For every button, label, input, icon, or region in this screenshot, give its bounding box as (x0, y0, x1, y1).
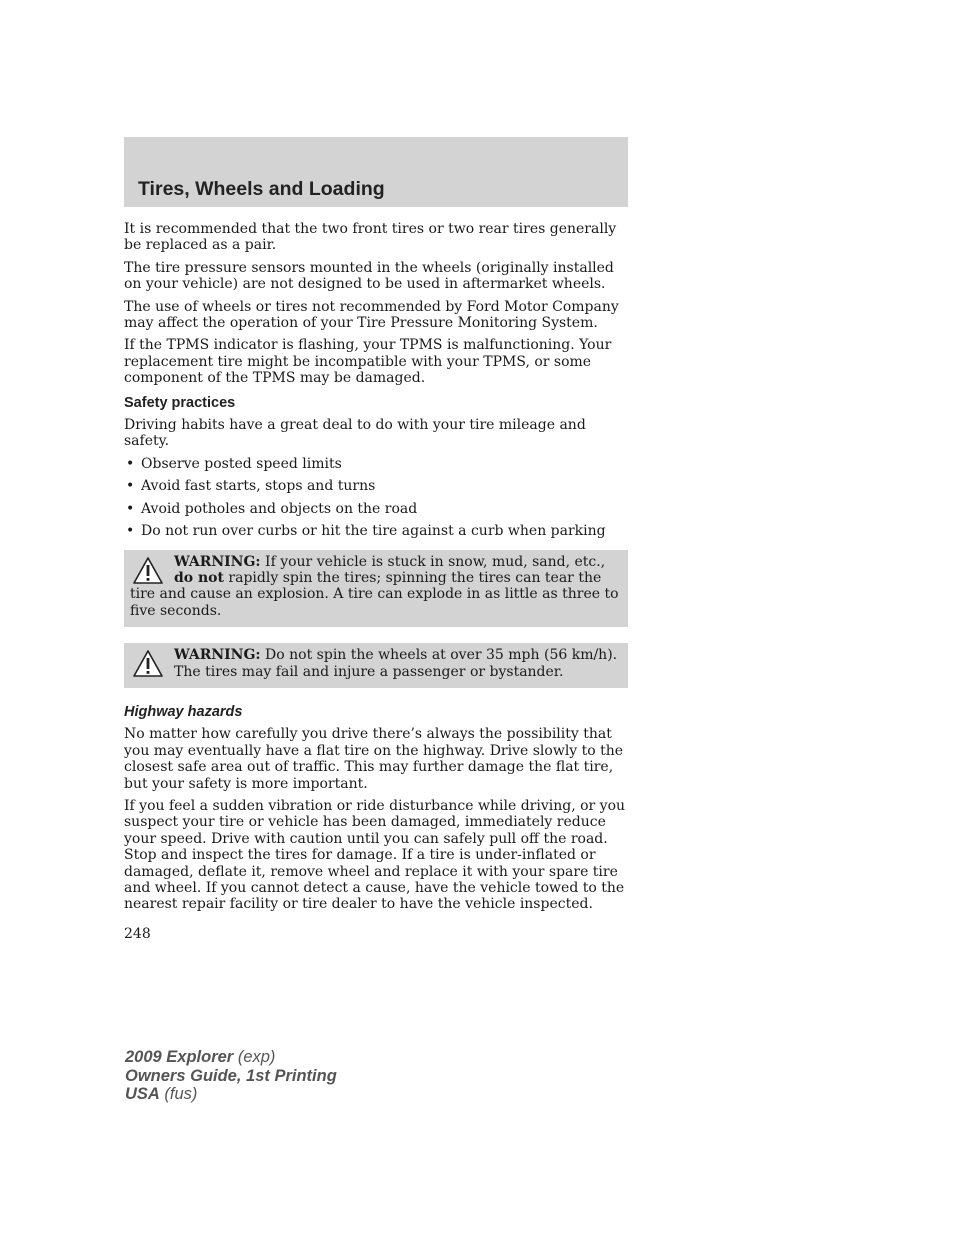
warning-text: WARNING: If your vehicle is stuck in snow, mud, sand, etc., do not rapidly spin the tires; spinning the tires can tear the tire and cause an explosion. A tire can explode in as little as three to five seconds. (130, 553, 619, 619)
safety-bullet-list (124, 456, 628, 540)
page-number: 248 (124, 926, 151, 942)
safety-intro: Driving habits have a great deal to do with your tire mileage and safety. (124, 417, 586, 450)
warning-label: WARNING: (174, 647, 261, 664)
list-item: • Avoid potholes and objects on the road (124, 501, 628, 517)
paragraph: The tire pressure sensors mounted in the wheels (originally installed on your vehicle) are not designed to be used in aftermarket wheels. (124, 259, 614, 293)
warning-emphasis: do not (174, 569, 224, 586)
paragraph: The use of wheels or tires not recommended by Ford Motor Company may affect the operation of your Tire Pressure Monitoring System. (124, 298, 619, 332)
section-header-band (124, 137, 628, 207)
list-item: • Observe posted speed limits (124, 456, 628, 472)
paragraph: It is recommended that the two front tires or two rear tires generally be replaced as a pair. (124, 221, 617, 254)
list-item: • Do not run over curbs or hit the tire against a curb when parking (124, 523, 628, 539)
section-title: Tires, Wheels and Loading (138, 178, 385, 200)
warning-box-spin-tires (124, 550, 628, 628)
footer-line: 2009 Explorer (exp) (125, 1048, 276, 1066)
paragraph: If the TPMS indicator is flashing, your TPMS is malfunctioning. Your replacement tire might be incompatible with your TPMS, or some component of the TPMS may be damaged. (124, 337, 612, 387)
warning-label: WARNING: (174, 553, 261, 570)
paragraph: If you feel a sudden vibration or ride disturbance while driving, or you suspect your tire or vehicle has been damaged, immediately reduce your speed. Drive with caution until you can safely pull off the road. Stop and inspect the tires for damage. If a tire is under-inflated or damaged, deflate it, remove wheel and replace it with your spare tire and wheel. If you cannot detect a cause, have the vehicle towed to the nearest repair facility or tire dealer to have the vehicle inspected. (124, 797, 626, 913)
safety-heading: Safety practices (124, 394, 236, 411)
warning-text: WARNING: Do not spin the wheels at over 35 mph (56 km/h). The tires may fail and injure a passenger or bystander. (174, 647, 618, 680)
list-item: • Avoid fast starts, stops and turns (124, 478, 628, 494)
page-content (124, 221, 628, 919)
footer-line: Owners Guide, 1st Printing (125, 1066, 337, 1085)
document-footer (125, 1048, 337, 1104)
highway-heading: Highway hazards (124, 703, 243, 720)
warning-triangle-icon (132, 649, 164, 679)
footer-line: USA (fus) (125, 1085, 198, 1103)
warning-triangle-icon (132, 556, 164, 586)
paragraph: No matter how carefully you drive there’s always the possibility that you may eventually have a flat tire on the highway. Drive slowly to the closest safe area out of traffic. This may further damage the flat tire, but your safety is more important. (124, 726, 624, 792)
warning-box-speed (124, 643, 628, 688)
